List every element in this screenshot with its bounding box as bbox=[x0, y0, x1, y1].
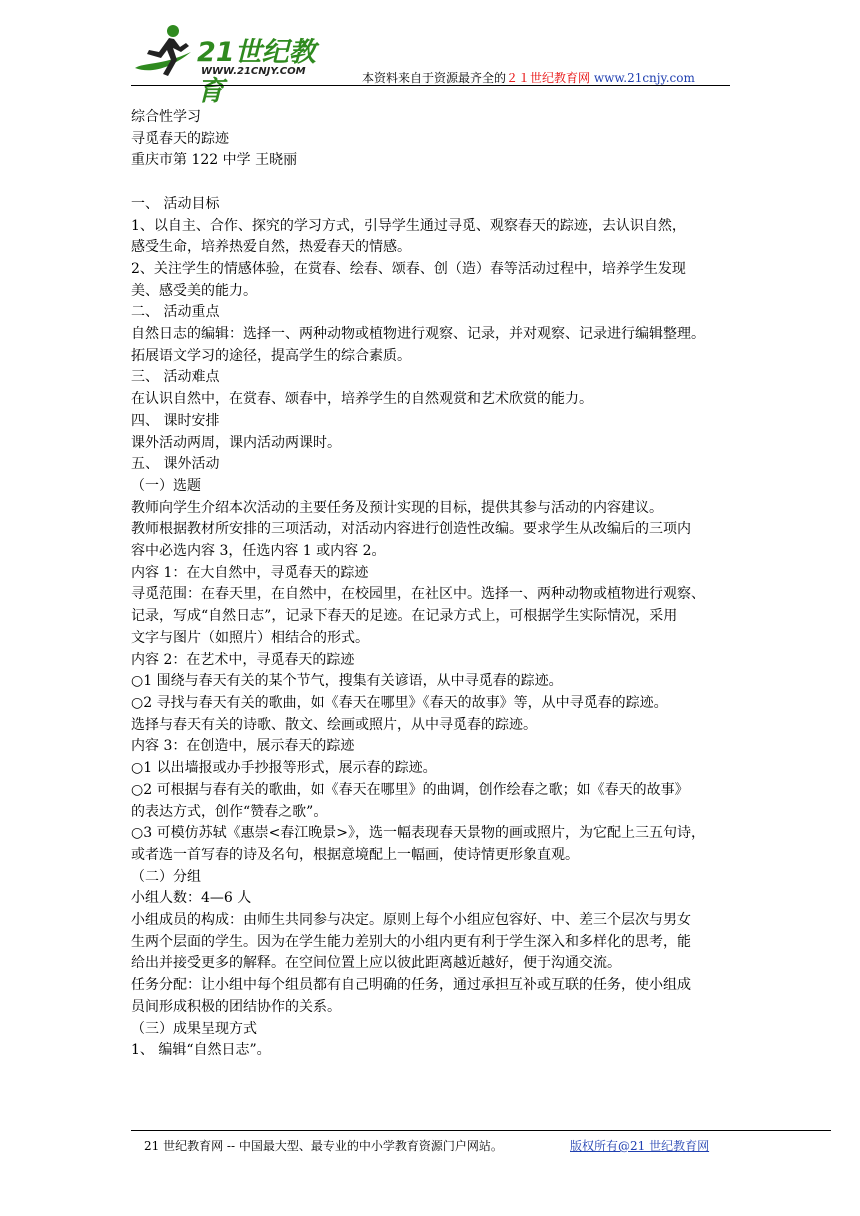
doc-line: 或者选一首写春的诗及名句，根据意境配上一幅画，使诗情更形象直观。 bbox=[131, 846, 579, 863]
doc-line: 小组人数：4—6 人 bbox=[131, 890, 252, 907]
doc-line: 一、 活动目标 bbox=[131, 195, 220, 212]
doc-line: （一）选题 bbox=[131, 477, 201, 494]
doc-line: ○1 围绕与春天有关的某个节气，搜集有关谚语，从中寻觅春的踪迹。 bbox=[131, 673, 563, 690]
doc-line: ○2 寻找与春天有关的歌曲，如《春天在哪里》《春天的故事》等，从中寻觅春的踪迹。 bbox=[131, 694, 668, 711]
doc-line: 员间形成积极的团结协作的关系。 bbox=[131, 998, 341, 1015]
runner-logo-icon bbox=[131, 22, 203, 82]
doc-line: 容中必选内容 3，任选内容 1 或内容 2。 bbox=[131, 543, 386, 560]
doc-line: 给出并接受更多的解释。在空间位置上应以彼此距离越近越好，便于沟通交流。 bbox=[131, 955, 621, 972]
doc-line: 二、 活动重点 bbox=[131, 304, 220, 321]
footer-divider bbox=[131, 1130, 831, 1131]
doc-line: 1、以自主、合作、探究的学习方式，引导学生通过寻觅、观察春天的踪迹，去认识自然， bbox=[131, 217, 686, 234]
doc-line: ○1 以出墙报或办手抄报等形式，展示春的踪迹。 bbox=[131, 760, 437, 777]
doc-line: ○2 可根据与春有关的歌曲，如《春天在哪里》的曲调，创作绘春之歌；如《春天的故事》 bbox=[131, 781, 689, 798]
doc-line: 拓展语文学习的途径，提高学生的综合素质。 bbox=[131, 347, 411, 364]
doc-line: 内容 2：在艺术中，寻觅春天的踪迹 bbox=[131, 651, 355, 668]
header-note-site-name[interactable]: ２１世纪教育网 bbox=[506, 71, 591, 85]
header-divider bbox=[131, 85, 730, 86]
logo-url: WWW.21CNJY.COM bbox=[201, 66, 306, 77]
footer-site-description: 21 世纪教育网 -- 中国最大型、最专业的中小学教育资源门户网站。 bbox=[144, 1139, 503, 1153]
site-logo bbox=[131, 22, 341, 107]
doc-line: 四、 课时安排 bbox=[131, 412, 220, 429]
doc-line: 感受生命，培养热爱自然，热爱春天的情感。 bbox=[131, 239, 411, 256]
doc-line: 教师根据教材所安排的三项活动，对活动内容进行创造性改编。要求学生从改编后的三项内 bbox=[131, 521, 691, 538]
footer-copyright-link[interactable]: 版权所有@21 世纪教育网 bbox=[570, 1139, 710, 1153]
document-body bbox=[131, 107, 731, 1062]
doc-line: 寻觅范围：在春天里，在自然中，在校园里，在社区中。选择一、两种动物或植物进行观察、 bbox=[131, 586, 705, 603]
doc-line: 的表达方式，创作“赞春之歌”。 bbox=[131, 803, 328, 820]
doc-line: 内容 3：在创造中，展示春天的踪迹 bbox=[131, 738, 355, 755]
doc-line: 文字与图片（如照片）相结合的形式。 bbox=[131, 629, 369, 646]
doc-line bbox=[131, 172, 731, 194]
header-source-note bbox=[362, 69, 695, 86]
doc-line: 选择与春天有关的诗歌、散文、绘画或照片，从中寻觅春的踪迹。 bbox=[131, 716, 537, 733]
doc-line: 三、 活动难点 bbox=[131, 369, 220, 386]
doc-line: 生两个层面的学生。因为在学生能力差别大的小组内更有利于学生深入和多样化的思考，能 bbox=[131, 933, 691, 950]
doc-line: 重庆市第 122 中学 王晓丽 bbox=[131, 152, 298, 169]
doc-line: 记录，写成“自然日志”，记录下春天的足迹。在记录方式上，可根据学生实际情况，采用 bbox=[131, 608, 678, 625]
doc-line: 教师向学生介绍本次活动的主要任务及预计实现的目标，提供其参与活动的内容建议。 bbox=[131, 499, 663, 516]
doc-line: 小组成员的构成：由师生共同参与决定。原则上每个小组应包容好、中、差三个层次与男女 bbox=[131, 912, 691, 929]
doc-line: 自然日志的编辑：选择一、两种动物或植物进行观察、记录，并对观察、记录进行编辑整理。 bbox=[131, 326, 705, 343]
doc-line: 2、关注学生的情感体验，在赏春、绘春、颂春、创（造）春等活动过程中，培养学生发现 bbox=[131, 260, 686, 277]
doc-line: （三）成果呈现方式 bbox=[131, 1020, 257, 1037]
doc-line: 任务分配：让小组中每个组员都有自己明确的任务，通过承担互补或互联的任务，使小组成 bbox=[131, 977, 691, 994]
doc-line: 综合性学习 bbox=[131, 109, 201, 125]
logo-text: 21世纪教育 bbox=[197, 37, 316, 107]
header-note-prefix: 本资料来自于资源最齐全的 bbox=[362, 71, 507, 85]
doc-line: （二）分组 bbox=[131, 868, 201, 885]
doc-line: 1、 编辑“自然日志”。 bbox=[131, 1042, 271, 1059]
doc-line: 五、 课外活动 bbox=[131, 456, 220, 473]
doc-line: 内容 1：在大自然中，寻觅春天的踪迹 bbox=[131, 564, 369, 581]
doc-line: 在认识自然中，在赏春、颂春中，培养学生的自然观赏和艺术欣赏的能力。 bbox=[131, 391, 593, 408]
header-note-url[interactable]: www.21cnjy.com bbox=[593, 71, 695, 85]
doc-line: ○3 可模仿苏轼《惠崇<春江晚景>》，选一幅表现春天景物的画或照片，为它配上三五句诗， bbox=[131, 825, 706, 842]
doc-line: 课外活动两周，课内活动两课时。 bbox=[131, 434, 341, 451]
doc-line: 美、感受美的能力。 bbox=[131, 282, 257, 299]
doc-line: 寻觅春天的踪迹 bbox=[131, 130, 229, 147]
